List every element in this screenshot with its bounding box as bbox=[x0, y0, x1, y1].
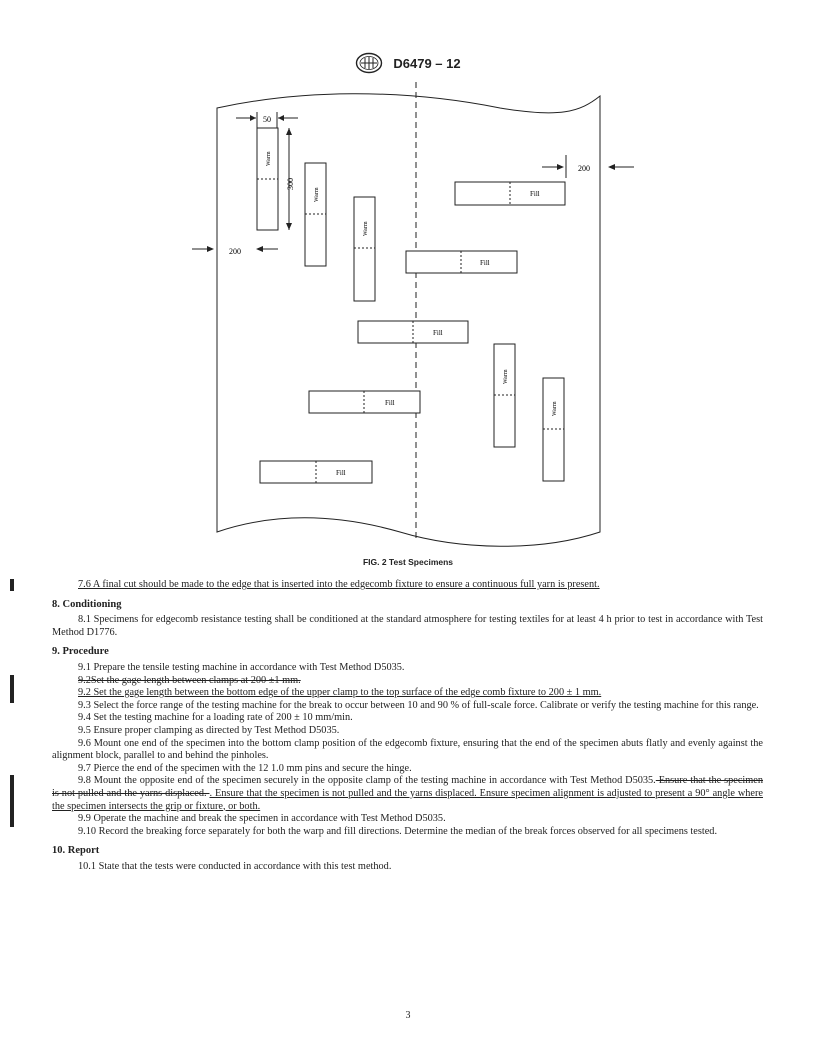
fill-specimen bbox=[406, 251, 517, 273]
warp-specimen bbox=[543, 378, 564, 481]
paragraph-9-10: 9.10 Record the breaking force separately for both the warp and fill directions. Determine the median of the break forces observed for all specimens tested. bbox=[78, 825, 718, 837]
paragraph-8-1: 8.1 Specimens for edgecomb resistance testing shall be conditioned at the standard atmosphere for testing textiles for at least 4 h prior to test in accordance with Test Method D1776. bbox=[52, 614, 763, 638]
paragraph-9-4: 9.4 Set the testing machine for a loading rate of 200 ± 10 mm/min. bbox=[78, 712, 353, 724]
warp-specimen bbox=[494, 344, 515, 447]
paragraph-9-2-deleted: 9.2Set the gage length between clamps at 200 ±1 mm. bbox=[52, 675, 763, 688]
dim-left-offset-label: 200 bbox=[229, 247, 241, 256]
section-heading-conditioning: 8. Conditioning bbox=[52, 598, 122, 610]
paragraph-9-5: 9.5 Ensure proper clamping as directed by Test Method D5035. bbox=[78, 724, 340, 736]
figure-caption: FIG. 2 Test Specimens bbox=[362, 557, 454, 567]
svg-text:Fill: Fill bbox=[433, 329, 443, 337]
change-bar bbox=[10, 675, 14, 703]
fill-specimen bbox=[309, 391, 420, 413]
warp-specimen bbox=[354, 197, 375, 301]
dim-width-label: 50 bbox=[263, 115, 271, 124]
paragraph-10-1: 10.1 State that the tests were conducted in accordance with this test method. bbox=[78, 860, 392, 872]
svg-text:Fill: Fill bbox=[480, 259, 490, 267]
svg-text:Warm: Warm bbox=[314, 187, 320, 202]
paragraph-7-6: 7.6 A final cut should be made to the edge that is inserted into the edgecomb fixture to ensure a continuous full yarn is present. bbox=[52, 579, 763, 592]
fill-specimen bbox=[455, 182, 565, 205]
dim-length-label: 300 bbox=[286, 178, 295, 190]
change-bar bbox=[10, 579, 14, 591]
document-id: D6479 – 12 bbox=[393, 55, 461, 71]
paragraph-9-1: 9.1 Prepare the tensile testing machine in accordance with Test Method D5035. bbox=[78, 661, 405, 673]
page-number: 3 bbox=[405, 1010, 411, 1021]
svg-text:Fill: Fill bbox=[336, 469, 346, 477]
document-body bbox=[52, 579, 763, 873]
dim-right-offset-label: 200 bbox=[578, 164, 590, 173]
svg-text:Fill: Fill bbox=[385, 399, 395, 407]
svg-text:Fill: Fill bbox=[530, 190, 540, 198]
paragraph-9-2-inserted: 9.2 Set the gage length between the bottom edge of the upper clamp to the top surface of the edge comb fixture to 200 ± 1 mm. bbox=[78, 687, 602, 699]
svg-text:Warm: Warm bbox=[552, 401, 558, 416]
section-heading-procedure: 9. Procedure bbox=[52, 646, 109, 658]
svg-text:Warm: Warm bbox=[503, 369, 509, 384]
svg-text:Warm: Warm bbox=[363, 221, 369, 236]
fill-specimen bbox=[358, 321, 468, 343]
paragraph-9-3: 9.3 Select the force range of the testing machine for the break to occur between 10 and 90 % of full-scale force. Calibrate or verify the testing machine for this range. bbox=[78, 699, 759, 711]
change-bar bbox=[10, 775, 14, 827]
paragraph-9-8: 9.8 Mount the opposite end of the specimen securely in the opposite clamp of the testing machine in accordance with Test Method D5035. Ensure that the specimen is not pulled and the yarns displaced. . Ensure that the specimen is not pulled and the yarns displaced. Ensure specimen alignment is adjusted to present a 90° angle where the specimen intersects the grip or fixture, or both. bbox=[52, 775, 763, 813]
paragraph-9-6: 9.6 Mount one end of the specimen into the bottom clamp position of the edgecomb fixture, ensuring that the end of the specimen abuts flatly and evenly against the alignment block, parallel to and behind the pinholes. bbox=[52, 737, 763, 762]
section-heading-report: 10. Report bbox=[52, 845, 100, 857]
fill-specimen bbox=[260, 461, 372, 483]
warp-specimen bbox=[305, 163, 326, 266]
paragraph-9-9: 9.9 Operate the machine and break the specimen in accordance with Test Method D5035. bbox=[78, 813, 446, 825]
svg-text:Warm: Warm bbox=[266, 151, 272, 166]
paragraph-9-7: 9.7 Pierce the end of the specimen with the 12 1.0 mm pins and secure the hinge. bbox=[78, 762, 412, 774]
warp-specimen bbox=[257, 128, 278, 230]
